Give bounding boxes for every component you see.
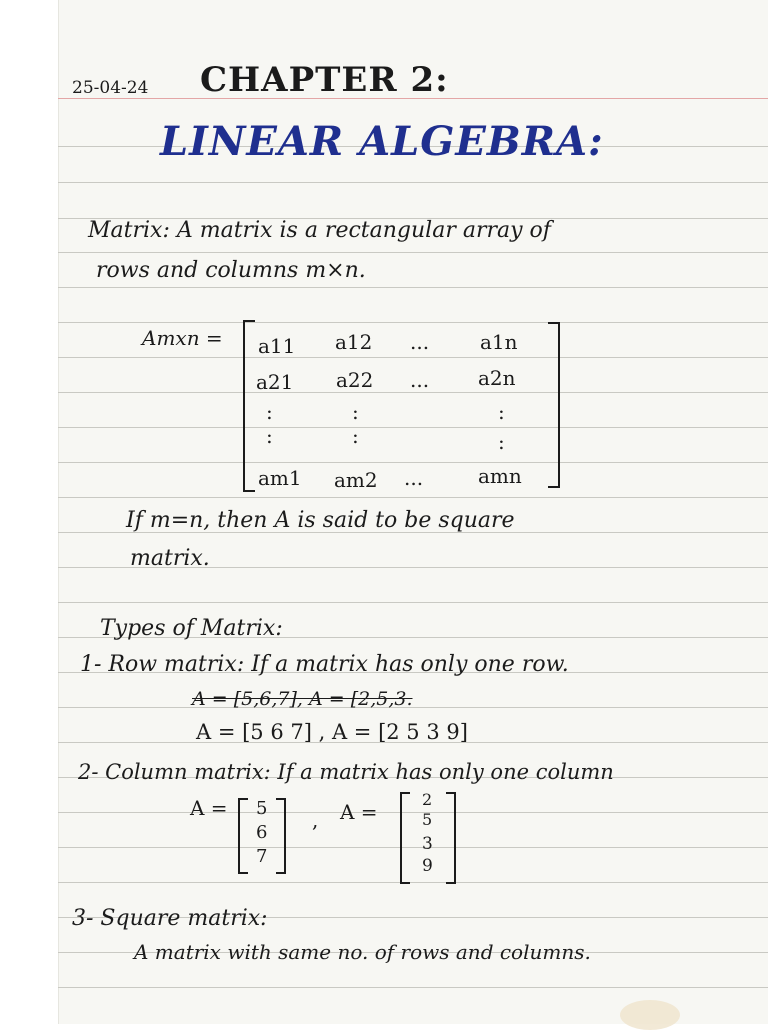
- column-value: 3: [422, 834, 433, 854]
- ruled-line: [58, 427, 768, 428]
- square-matrix-description: A matrix with same no. of rows and columns.: [134, 940, 591, 964]
- ruled-line: [58, 602, 768, 603]
- ruled-line: [58, 287, 768, 288]
- matrix-cell: am2: [334, 468, 378, 492]
- ruled-line: [58, 322, 768, 323]
- column-matrix-lhs-2: A =: [340, 800, 378, 824]
- square-matrix-label: 3- Square matrix:: [72, 906, 268, 931]
- column-matrix-label: 2- Column matrix: If a matrix has only one column: [78, 760, 614, 784]
- matrix-cell: a12: [335, 330, 373, 354]
- matrix-vdots: :: [266, 400, 273, 424]
- page-smudge: [620, 1000, 680, 1030]
- ruled-line: [58, 882, 768, 883]
- matrix-vdots: :: [266, 424, 273, 448]
- row-matrix-struck-example: A = [5,6,7], A = [2,5,3.: [192, 688, 413, 710]
- note-date: 25-04-24: [72, 78, 149, 98]
- square-note-line-1: If m=n, then A is said to be square: [126, 508, 515, 533]
- column-left-bracket: [400, 792, 410, 884]
- ruled-line: [58, 987, 768, 988]
- column-value: 2: [422, 790, 433, 809]
- page-title: LINEAR ALGEBRA:: [160, 118, 604, 165]
- ruled-line: [58, 847, 768, 848]
- matrix-cell: a22: [336, 368, 374, 392]
- ruled-line: [58, 357, 768, 358]
- matrix-cell: am1: [258, 466, 302, 490]
- matrix-vdots: :: [498, 430, 505, 454]
- matrix-cell: ...: [410, 330, 430, 354]
- matrix-cell: ...: [410, 368, 430, 392]
- ruled-line: [58, 707, 768, 708]
- matrix-cell: ...: [404, 466, 424, 490]
- column-right-bracket: [446, 792, 456, 884]
- column-value: 9: [422, 856, 433, 876]
- column-value: 6: [256, 822, 268, 843]
- row-matrix-label: 1- Row matrix: If a matrix has only one row.: [80, 652, 569, 677]
- column-value: 5: [422, 810, 433, 829]
- matrix-vdots: :: [352, 424, 359, 448]
- column-matrix-lhs-1: A =: [190, 796, 228, 820]
- matrix-cell: amn: [478, 464, 522, 488]
- matrix-cell: a21: [256, 370, 294, 394]
- column-value: 7: [256, 846, 268, 867]
- ruled-line: [58, 462, 768, 463]
- ruled-line: [58, 392, 768, 393]
- types-heading: Types of Matrix:: [100, 616, 283, 641]
- matrix-cell: a1n: [480, 330, 518, 354]
- matrix-lhs: Amxn =: [142, 326, 223, 350]
- row-matrix-example: A = [5 6 7] , A = [2 5 3 9]: [196, 720, 468, 744]
- matrix-left-bracket: [243, 320, 255, 492]
- ruled-line: [58, 182, 768, 183]
- column-separator: ,: [312, 808, 319, 832]
- matrix-cell: a2n: [478, 366, 516, 390]
- matrix-vdots: :: [352, 400, 359, 424]
- definition-line-1: Matrix: A matrix is a rectangular array of: [88, 218, 551, 243]
- square-note-line-2: matrix.: [130, 546, 210, 571]
- column-left-bracket: [238, 798, 248, 874]
- chapter-heading: CHAPTER 2:: [200, 60, 449, 100]
- ruled-line: [58, 252, 768, 253]
- column-right-bracket: [276, 798, 286, 874]
- matrix-cell: a11: [258, 334, 296, 358]
- matrix-vdots: :: [498, 400, 505, 424]
- ruled-line: [58, 497, 768, 498]
- ruled-line: [58, 812, 768, 813]
- definition-line-2: rows and columns m×n.: [96, 258, 366, 283]
- matrix-right-bracket: [548, 322, 560, 488]
- column-value: 5: [256, 798, 268, 819]
